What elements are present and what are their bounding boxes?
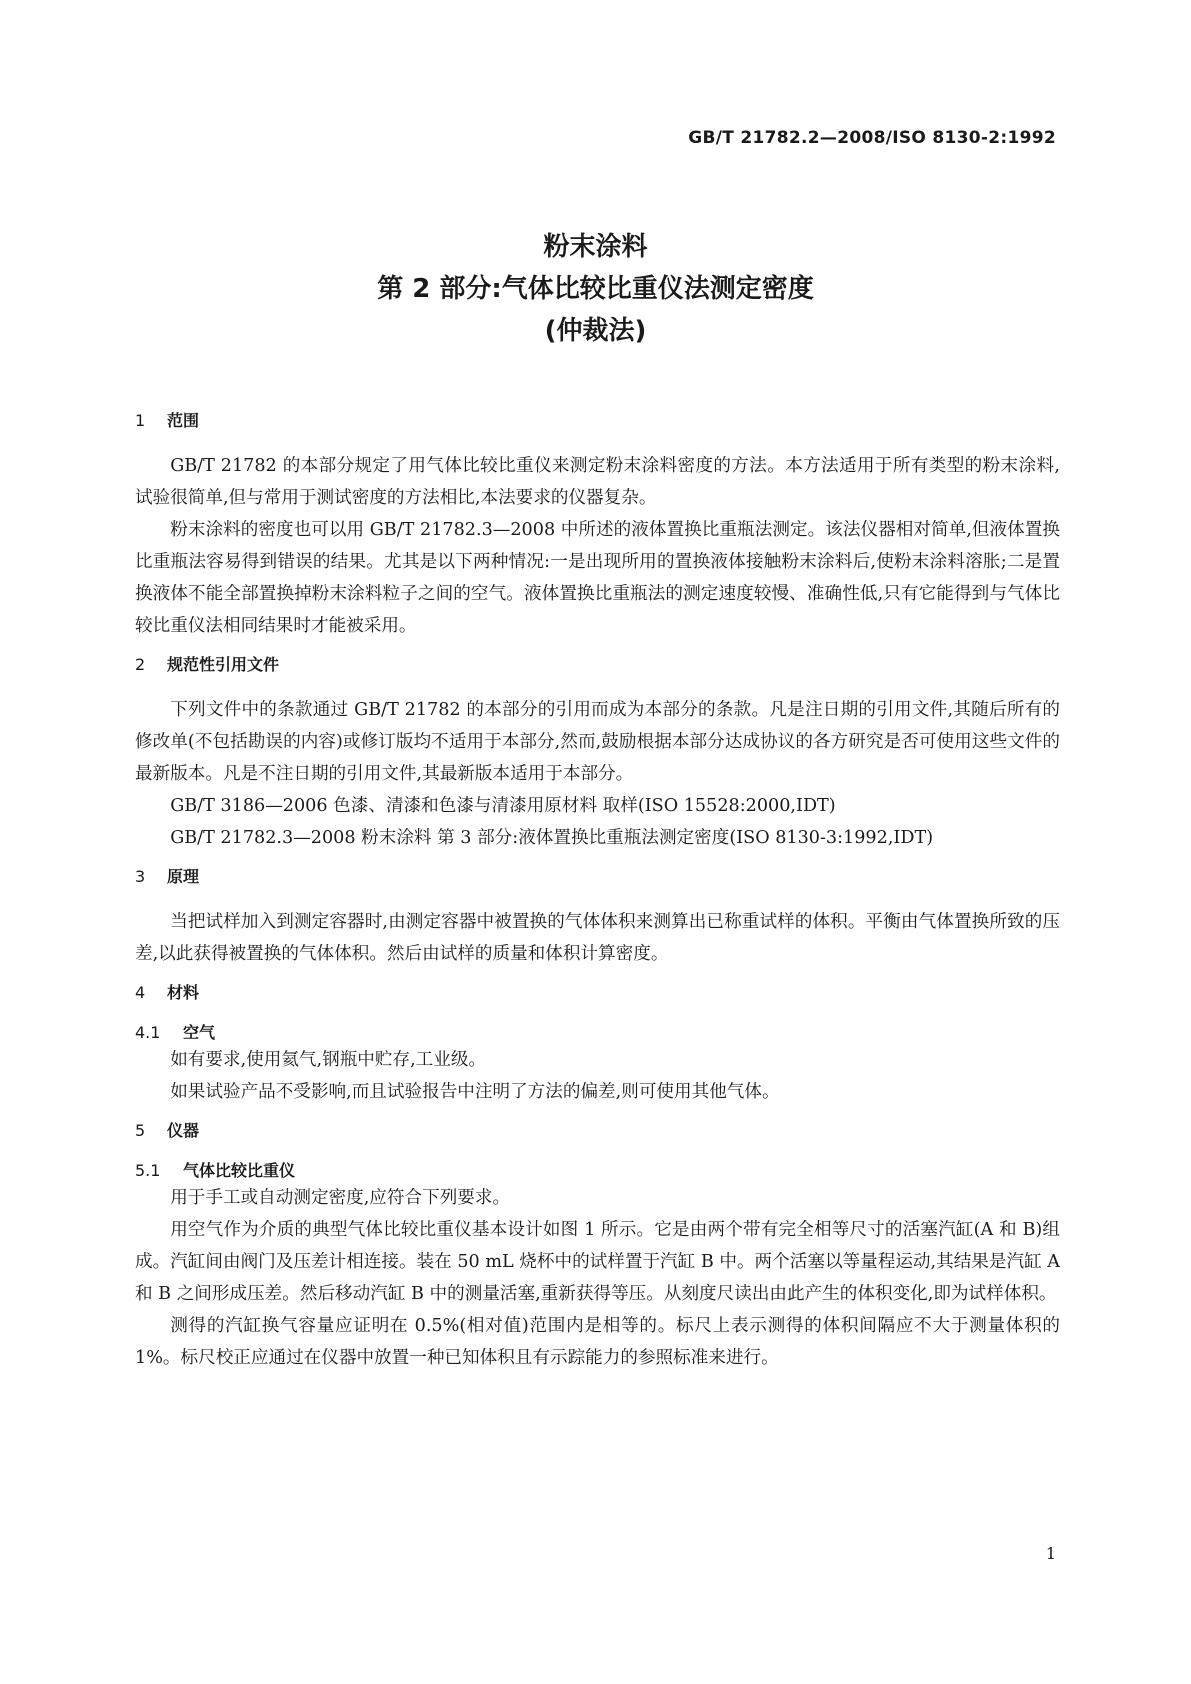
section-title: 规范性引用文件 <box>167 655 280 674</box>
paragraph: 粉末涂料的密度也可以用 GB/T 21782.3—2008 中所述的液体置换比重瓶法测定。该法仪器相对简单,但液体置换比重瓶法容易得到错误的结果。尤其是以下两种情况:一是出现所用的置换液体接触粉末涂料后,使粉末涂料溶胀;二是置换液体不能全部置换掉粉末涂料粒子之间的空气。液体置换比重瓶法的测定速度较慢、准确性低,只有它能得到与气体比较比重仪法相同结果时才能被采用。 <box>135 520 1061 636</box>
document-body <box>135 410 1060 1374</box>
paragraph: 当把试样加入到测定容器时,由测定容器中被置换的气体体积来测算出已称重试样的体积。平衡由气体置换所致的压差,以此获得被置换的气体体积。然后由试样的质量和体积计算密度。 <box>135 912 1060 964</box>
section-number: 5 <box>135 1121 146 1140</box>
section-heading-normative-references <box>135 654 1060 676</box>
document-title <box>0 226 1191 352</box>
section-title: 原理 <box>167 867 200 886</box>
title-line-1: 粉末涂料 <box>543 232 648 262</box>
section-heading-scope <box>135 410 1060 432</box>
paragraph: 用于手工或自动测定密度,应符合下列要求。 <box>170 1188 511 1208</box>
section-heading-principle <box>135 866 1060 888</box>
subsection-title: 气体比较比重仪 <box>183 1161 296 1180</box>
section-heading-materials <box>135 982 1060 1004</box>
subsection-number: 4.1 <box>135 1023 161 1042</box>
paragraph: 如果试验产品不受影响,而且试验报告中注明了方法的偏差,则可使用其他气体。 <box>170 1082 780 1102</box>
subsection-heading-air <box>135 1022 1060 1044</box>
paragraph: GB/T 21782 的本部分规定了用气体比较比重仪来测定粉末涂料密度的方法。本方法适用于所有类型的粉末涂料,试验很简单,但与常用于测试密度的方法相比,本法要求的仪器复杂。 <box>135 456 1060 508</box>
section-title: 范围 <box>167 411 200 430</box>
title-line-3: (仲裁法) <box>544 316 647 346</box>
section-number: 3 <box>135 867 146 886</box>
paragraph: 如有要求,使用氦气,钢瓶中贮存,工业级。 <box>170 1050 487 1070</box>
standard-code: GB/T 21782.2—2008/ISO 8130-2:1992 <box>688 128 1056 148</box>
page-number: 1 <box>1045 1544 1056 1563</box>
section-number: 2 <box>135 655 146 674</box>
paragraph: 用空气作为介质的典型气体比较比重仪基本设计如图 1 所示。它是由两个带有完全相等尺寸的活塞汽缸(A 和 B)组成。汽缸间由阀门及压差计相连接。装在 50 mL 烧杯中的试样置于汽缸 B 中。两个活塞以等量程运动,其结果是汽缸 A 和 B 之间形成压差。然后移动汽缸 B 中的测量活塞,重新获得等压。从刻度尺读出由此产生的体积变化,即为试样体积。 <box>135 1220 1060 1304</box>
reference-item: GB/T 3186—2006 色漆、清漆和色漆与清漆用原材料 取样(ISO 15528:2000,IDT) <box>170 796 836 816</box>
subsection-heading-gas-pycnometer <box>135 1160 1060 1182</box>
section-number: 1 <box>135 411 146 430</box>
section-number: 4 <box>135 983 146 1002</box>
paragraph: 下列文件中的条款通过 GB/T 21782 的本部分的引用而成为本部分的条款。凡是注日期的引用文件,其随后所有的修改单(不包括勘误的内容)或修订版均不适用于本部分,然而,鼓励根据本部分达成协议的各方研究是否可使用这些文件的最新版本。凡是不注日期的引用文件,其最新版本适用于本部分。 <box>135 700 1060 784</box>
section-heading-apparatus <box>135 1120 1060 1142</box>
paragraph: 测得的汽缸换气容量应证明在 0.5%(相对值)范围内是相等的。标尺上表示测得的体积间隔应不大于测量体积的 1%。标尺校正应通过在仪器中放置一种已知体积且有示踪能力的参照标准来进行。 <box>135 1316 1060 1368</box>
reference-item: GB/T 21782.3—2008 粉末涂料 第 3 部分:液体置换比重瓶法测定密度(ISO 8130-3:1992,IDT) <box>170 828 934 848</box>
title-line-2: 第 2 部分:气体比较比重仪法测定密度 <box>377 274 814 304</box>
section-title: 材料 <box>167 983 200 1002</box>
section-title: 仪器 <box>167 1121 200 1140</box>
subsection-number: 5.1 <box>135 1161 161 1180</box>
subsection-title: 空气 <box>183 1023 216 1042</box>
